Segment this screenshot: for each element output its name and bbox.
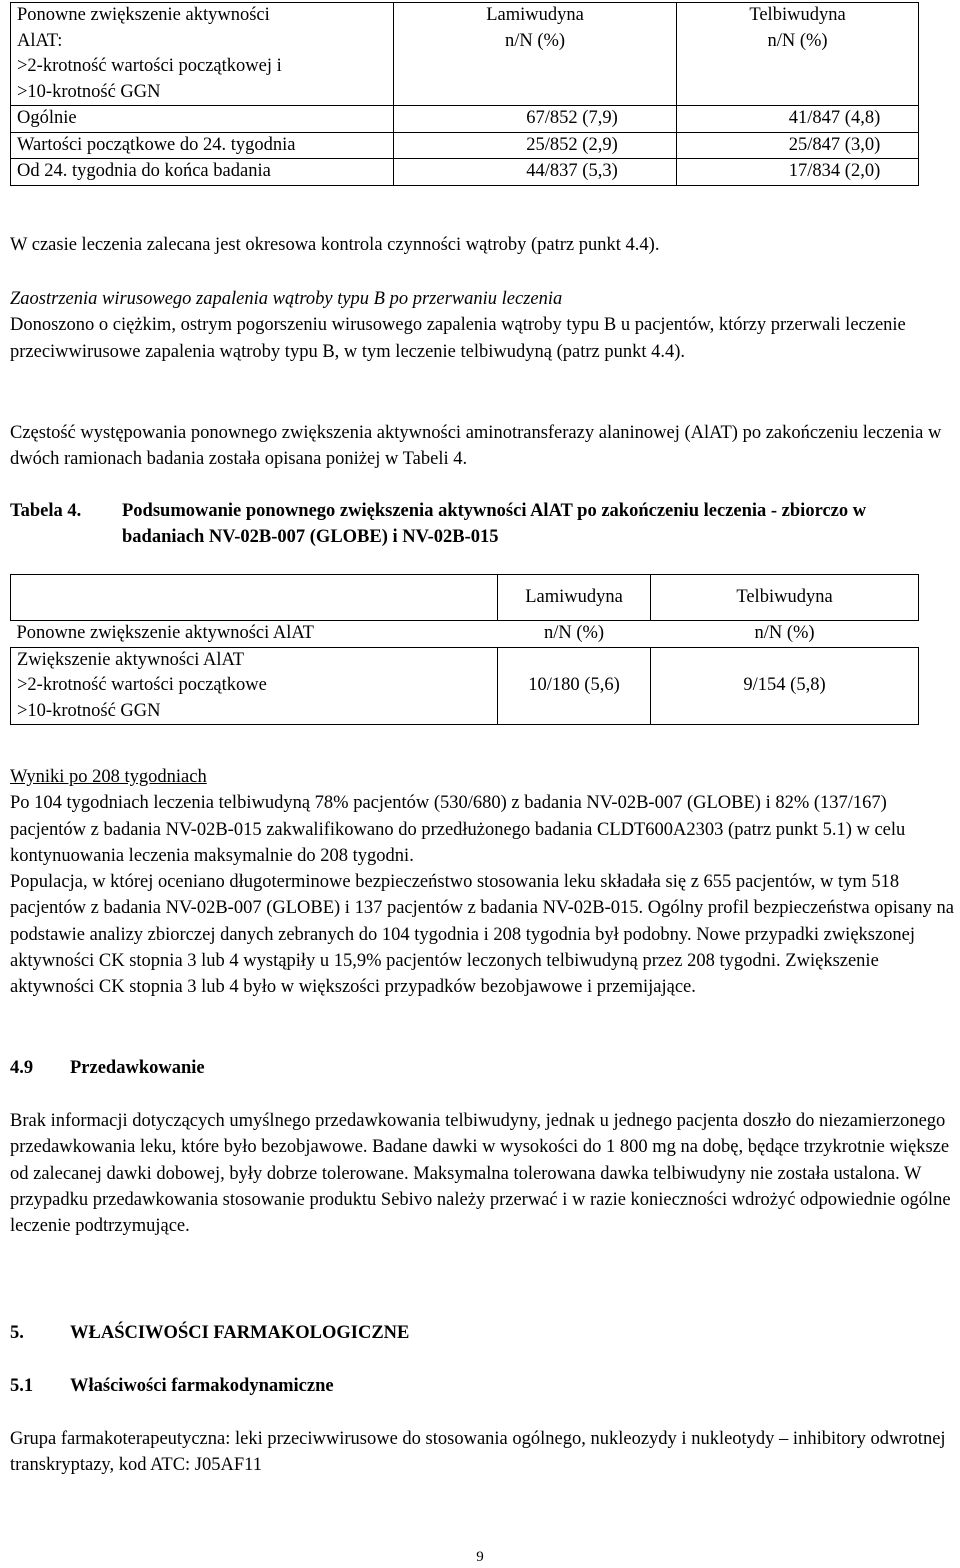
frequency-text: Częstość występowania ponownego zwiększenia aktywności aminotransferazy alaninowej (AlAT) po zakończeniu leczenia w dwóch ramionach badania została opisana poniżej w Tabeli 4. bbox=[10, 423, 942, 470]
exacerbations-text: Donoszono o ciężkim, ostrym pogorszeniu wirusowego zapalenia wątroby typu B u pacjentów, którzy przerwali leczenie przeciwwirusowe zapalenia wątroby typu B, w tym leczenie telbiwudyną (patrz punkt 4.4). bbox=[10, 315, 906, 362]
table4-row-label: Zwiększenie aktywności AlAT >2-krotność wartości początkowe >10-krotność GGN bbox=[11, 647, 498, 725]
table4-caption bbox=[10, 498, 940, 551]
table4-header-row bbox=[11, 575, 919, 621]
exacerbations-heading: Zaostrzenia wirusowego zapalenia wątroby typu B po przerwaniu leczenia bbox=[10, 289, 563, 309]
table-row: Wartości początkowe do 24. tygodnia 25/852 (2,9) 25/847 (3,0) bbox=[11, 132, 919, 159]
table4-col-telbivudine: Telbiwudyna bbox=[651, 575, 919, 621]
table-row: Zwiększenie aktywności AlAT >2-krotność wartości początkowe >10-krotność GGN 10/180 (5,6) 9/154 (5,8) bbox=[11, 647, 919, 725]
table4-caption-label: Tabela 4. bbox=[10, 501, 82, 521]
section-4-9-heading: 4.9 Przedawkowanie bbox=[10, 1058, 205, 1078]
results-208-p1: Po 104 tygodniach leczenia telbiwudyną 78% pacjentów (530/680) z badania NV-02B-007 (GLOBE) i 82% (137/167) pacjentów z badania NV-02B-015 zakwalifikowano do przedłużonego badania CLDT600A2303 (patrz punkt 5.1) w celu kontynuowania leczenia maksymalnie do 208 tygodni. bbox=[10, 793, 906, 866]
table-header-row bbox=[11, 3, 919, 106]
pharmacotherapeutic-group: Grupa farmakoterapeutyczna: leki przeciwwirusowe do stosowania ogólnego, nukleozydy i nukleotydy – inhibitory odwrotnej transkryptazy, kod ATC: J05AF11 bbox=[10, 1429, 946, 1476]
table-header-label: Ponowne zwiększenie aktywności AlAT: >2-krotność wartości początkowej i >10-krotność GGN bbox=[11, 3, 394, 106]
exacerbations-section bbox=[10, 286, 956, 365]
table4 bbox=[10, 574, 919, 725]
table4-caption-text: Podsumowanie ponownego zwiększenia aktywności AlAT po zakończeniu leczenia - zbiorczo w badaniach NV-02B-007 (GLOBE) i NV-02B-015 bbox=[122, 501, 867, 548]
overdose-text: Brak informacji dotyczących umyślnego przedawkowania telbiwudyny, jednak u jednego pacjenta doszło do niezamierzonego przedawkowania leku, które było bezobjawowe. Badane dawki w wysokości do 1 800 mg na dobę, będące trzykrotnie większe od zalecanej dawki dobowej, były dobrze tolerowane. Maksymalna tolerowana dawka telbiwudyny nie została ustalona. W przypadku przedawkowania stosowanie produktu Sebivo należy przerwać i w razie konieczności wdrożyć odpowiednie ogólne leczenie podtrzymujące. bbox=[10, 1111, 951, 1237]
alt-table-by-period bbox=[10, 2, 919, 186]
table-row: Ponowne zwiększenie aktywności AlAT n/N (%) n/N (%) bbox=[16, 623, 815, 643]
results-208-section bbox=[10, 764, 956, 1000]
section-5-1-heading: 5.1 Właściwości farmakodynamiczne bbox=[10, 1376, 334, 1396]
table-row: Od 24. tygodnia do końca badania 44/837 (5,3) 17/834 (2,0) bbox=[11, 159, 919, 186]
table-row: Ogólnie 67/852 (7,9) 41/847 (4,8) bbox=[11, 106, 919, 133]
results-208-heading: Wyniki po 208 tygodniach bbox=[10, 767, 207, 787]
monitoring-note: W czasie leczenia zalecana jest okresowa kontrola czynności wątroby (patrz punkt 4.4). bbox=[10, 235, 660, 255]
results-208-p2: Populacja, w której oceniano długoterminowe bezpieczeństwo stosowania leku składała się z 655 pacjentów, w tym 518 pacjentów z badania NV-02B-007 (GLOBE) i 137 pacjentów z badania NV-02B-015. Ogólny profil bezpieczeństwa opisany na podstawie analizy zbiorczej danych zebranych do 104 tygodnia i 208 tygodnia był podobny. Nowe przypadki zwiększonej aktywności CK stopnia 3 lub 4 wystąpiły u 15,9% pacjentów leczonych telbiwudyną przez 208 tygodni. Zwiększenie aktywności CK stopnia 3 lub 4 było w większości przypadków bezobjawowe i przemijające. bbox=[10, 872, 954, 998]
table-header-lamivudine: Lamiwudyna n/N (%) bbox=[394, 3, 677, 106]
section-5-heading: 5. WŁAŚCIWOŚCI FARMAKOLOGICZNE bbox=[10, 1323, 410, 1343]
page-number: 9 bbox=[476, 1549, 484, 1565]
table-header-telbivudine: Telbiwudyna n/N (%) bbox=[677, 3, 919, 106]
table4-col-lamivudine: Lamiwudyna bbox=[498, 575, 651, 621]
